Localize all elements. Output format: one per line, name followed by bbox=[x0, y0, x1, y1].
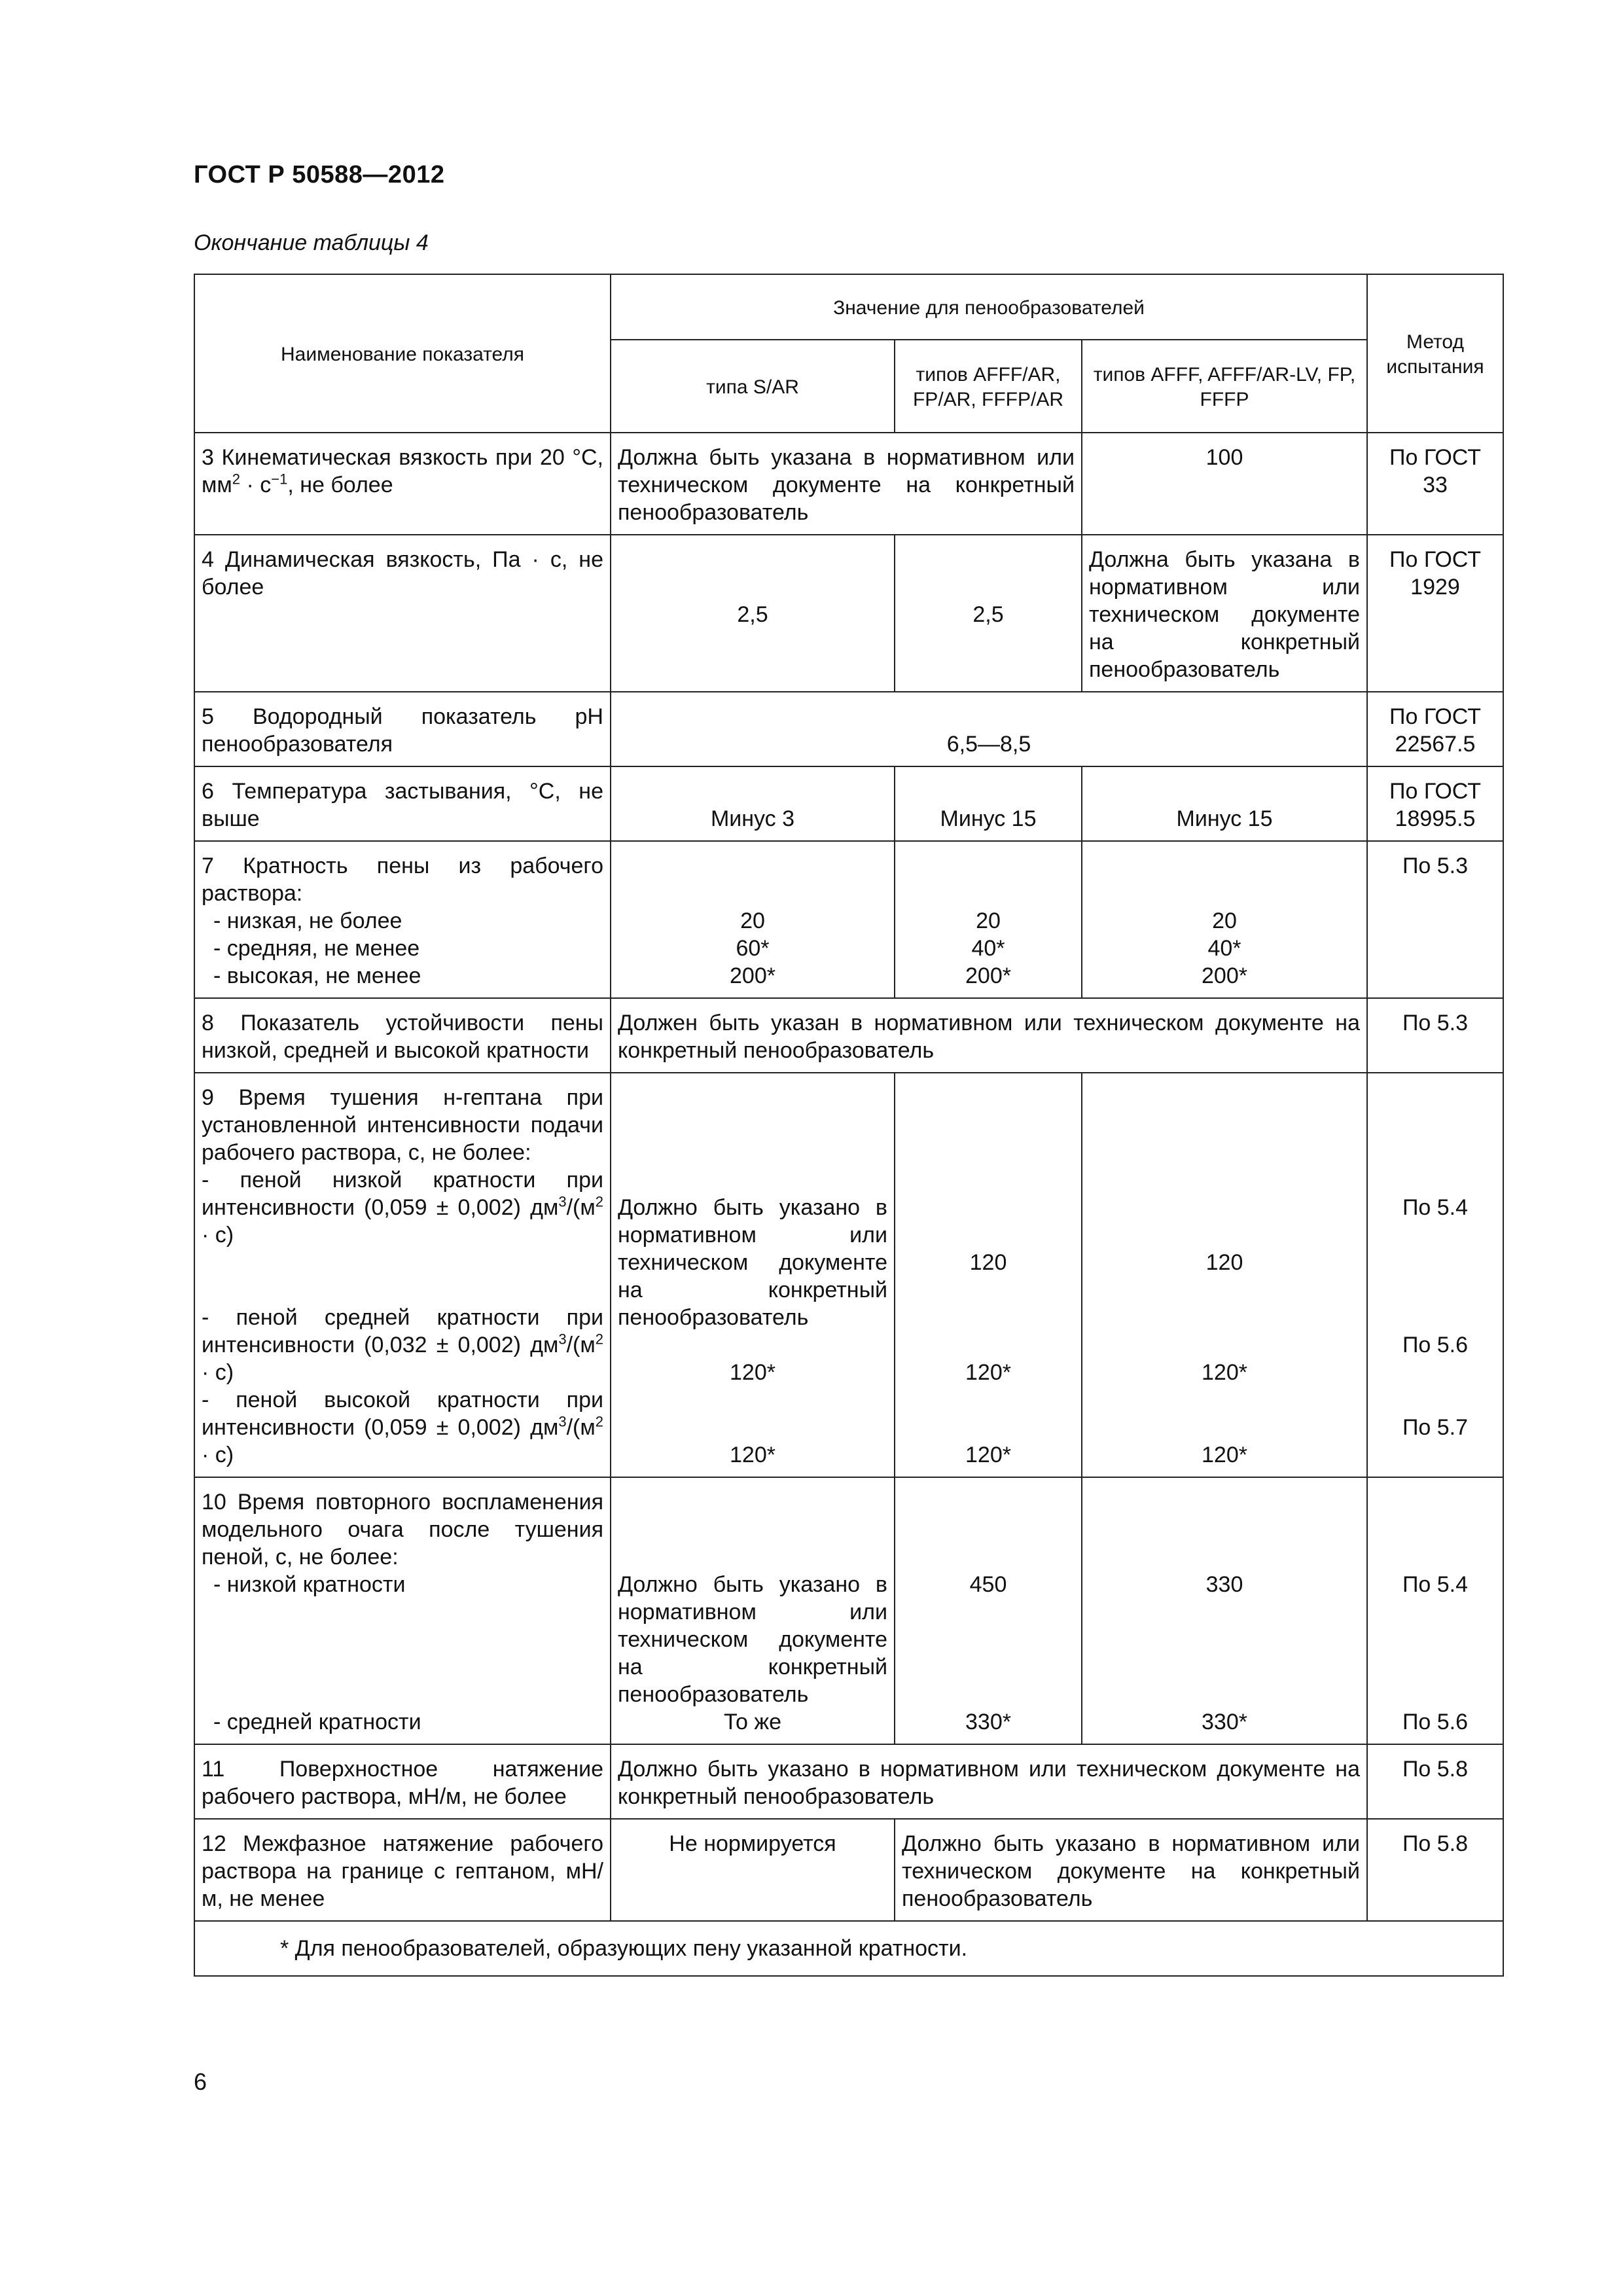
table-row bbox=[194, 692, 1503, 766]
superscript: 3 bbox=[558, 1413, 567, 1430]
cell-value bbox=[1082, 1477, 1367, 1744]
cell-method: По 5.8 bbox=[1367, 1819, 1503, 1921]
table-row bbox=[194, 535, 1503, 692]
cell-line: 20 bbox=[976, 908, 1001, 933]
row-subitem-text: /(м bbox=[566, 1415, 596, 1440]
cell-line: По 5.7 bbox=[1402, 1415, 1469, 1440]
table-row bbox=[194, 433, 1503, 535]
row-name: 11 Поверхностное натяжение рабочего раствора, мН/м, не более bbox=[194, 1744, 611, 1819]
cell-line: 120* bbox=[1202, 1360, 1247, 1385]
row-subitem bbox=[202, 1166, 603, 1304]
row-subitem-text: - пеной высокой кратности при интенсивности (0,059 ± 0,002) дм bbox=[202, 1388, 603, 1440]
row-name-text: , не более bbox=[287, 473, 393, 497]
data-table bbox=[194, 274, 1504, 1977]
cell-line: 120* bbox=[965, 1443, 1011, 1467]
cell-value bbox=[611, 841, 895, 998]
row-name bbox=[194, 1477, 611, 1744]
header-method: Метод испытания bbox=[1367, 274, 1503, 433]
cell-value bbox=[1082, 841, 1367, 998]
cell-line: То же bbox=[723, 1710, 782, 1734]
table-row bbox=[194, 1073, 1503, 1477]
row-name: 5 Водородный показатель pH пенообразователя bbox=[194, 692, 611, 766]
row-subitem-text: /(м bbox=[566, 1333, 596, 1357]
superscript: 3 bbox=[558, 1331, 567, 1348]
cell-value: 6,5—8,5 bbox=[611, 692, 1367, 766]
cell-line: 20 bbox=[1212, 908, 1237, 933]
cell-value: Должен быть указан в нормативном или техническом документе на конкретный пенообразователь bbox=[611, 998, 1367, 1073]
cell-value bbox=[611, 1477, 895, 1744]
cell-value: Должна быть указана в нормативном или техническом документе на конкретный пенообразователь bbox=[1082, 535, 1367, 692]
table-row bbox=[194, 1819, 1503, 1921]
cell-value: 2,5 bbox=[895, 535, 1082, 692]
cell-line: По 5.6 bbox=[1402, 1333, 1469, 1357]
cell-line: 450 bbox=[969, 1572, 1007, 1597]
row-subitem-text: /(м bbox=[566, 1195, 596, 1220]
cell-value: Должна быть указана в нормативном или техническом документе на конкретный пенообразователь bbox=[611, 433, 1082, 535]
superscript: 3 bbox=[558, 1193, 567, 1210]
row-subitem-text: - пеной низкой кратности при интенсивности (0,059 ± 0,002) дм bbox=[202, 1168, 603, 1220]
table-row bbox=[194, 998, 1503, 1073]
cell-line: По 5.4 bbox=[1402, 1195, 1469, 1220]
cell-method: По 5.3 bbox=[1367, 841, 1503, 998]
row-subitem: - высокая, не менее bbox=[213, 963, 421, 988]
cell-method bbox=[1367, 1477, 1503, 1744]
cell-line: 20 bbox=[740, 908, 765, 933]
cell-line: 40* bbox=[971, 936, 1005, 961]
document-header: ГОСТ Р 50588—2012 bbox=[194, 161, 445, 188]
row-name: 6 Температура застывания, °С, не выше bbox=[194, 766, 611, 841]
row-subitem: - низкой кратности bbox=[213, 1572, 406, 1597]
cell-line: 120 bbox=[969, 1250, 1007, 1275]
cell-line: По 5.6 bbox=[1402, 1710, 1469, 1734]
header-row bbox=[194, 274, 1503, 340]
cell-value: 100 bbox=[1082, 433, 1367, 535]
cell-value: Должно быть указано в нормативном или техническом документе на конкретный пенообразователь bbox=[611, 1744, 1367, 1819]
table-row bbox=[194, 766, 1503, 841]
cell-method: По ГОСТ 33 bbox=[1367, 433, 1503, 535]
cell-method: По 5.3 bbox=[1367, 998, 1503, 1073]
cell-line: Должно быть указано в нормативном или техническом документе на конкретный пенообразователь bbox=[618, 1195, 887, 1330]
cell-line: Должно быть указано в нормативном или техническом документе на конкретный пенообразователь bbox=[618, 1572, 887, 1707]
row-name-text: 10 Время повторного воспламенения модельного очага после тушения пеной, с, не более: bbox=[202, 1490, 603, 1570]
header-afff: типов AFFF, AFFF/AR-LV, FP, FFFP bbox=[1082, 340, 1367, 433]
table-row bbox=[194, 1744, 1503, 1819]
cell-method: По ГОСТ 18995.5 bbox=[1367, 766, 1503, 841]
superscript: 2 bbox=[595, 1413, 603, 1430]
superscript: 2 bbox=[232, 471, 240, 488]
cell-line: 120* bbox=[965, 1360, 1011, 1385]
row-subitem: - средняя, не менее bbox=[213, 936, 420, 961]
cell-method: По ГОСТ 22567.5 bbox=[1367, 692, 1503, 766]
row-name-text: · с bbox=[240, 473, 272, 497]
row-name bbox=[194, 841, 611, 998]
row-subitem: - низкая, не более bbox=[213, 908, 402, 933]
header-value-group: Значение для пенообразователей bbox=[611, 274, 1367, 340]
cell-method bbox=[1367, 1073, 1503, 1477]
cell-line: 330 bbox=[1205, 1572, 1243, 1597]
table-row bbox=[194, 1477, 1503, 1744]
row-name-text: 9 Время тушения н-гептана при установленной интенсивности подачи рабочего раствора, с, не более: bbox=[202, 1085, 603, 1165]
cell-line: 120* bbox=[730, 1443, 776, 1467]
row-subitem bbox=[202, 1386, 603, 1469]
footnote: * Для пенообразователей, образующих пену указанной кратности. bbox=[194, 1921, 1503, 1976]
superscript: −1 bbox=[271, 471, 288, 488]
row-name-text: 7 Кратность пены из рабочего раствора: bbox=[202, 853, 603, 906]
header-sar: типа S/AR bbox=[611, 340, 895, 433]
cell-method: По ГОСТ 1929 bbox=[1367, 535, 1503, 692]
row-subitem-text: · с) bbox=[202, 1443, 234, 1467]
cell-line: 200* bbox=[1202, 963, 1247, 988]
cell-line: 120* bbox=[730, 1360, 776, 1385]
cell-line: 330* bbox=[965, 1710, 1011, 1734]
cell-value: Минус 3 bbox=[611, 766, 895, 841]
cell-value: Минус 15 bbox=[895, 766, 1082, 841]
row-subitem: - средней кратности bbox=[213, 1710, 421, 1734]
row-name: 8 Показатель устойчивости пены низкой, средней и высокой кратности bbox=[194, 998, 611, 1073]
page-number: 6 bbox=[194, 2068, 207, 2095]
cell-value: Не нормируется bbox=[611, 1819, 895, 1921]
cell-line: 40* bbox=[1207, 936, 1241, 961]
cell-value: Должно быть указано в нормативном или техническом документе на конкретный пенообразователь bbox=[895, 1819, 1367, 1921]
superscript: 2 bbox=[595, 1331, 603, 1348]
cell-line: 330* bbox=[1202, 1710, 1247, 1734]
cell-value: 2,5 bbox=[611, 535, 895, 692]
row-subitem-text: · с) bbox=[202, 1223, 234, 1247]
cell-line: 200* bbox=[965, 963, 1011, 988]
row-subitem-text: - пеной средней кратности при интенсивности (0,032 ± 0,002) дм bbox=[202, 1305, 603, 1357]
row-name bbox=[194, 1073, 611, 1477]
cell-value bbox=[1082, 1073, 1367, 1477]
cell-value bbox=[895, 1073, 1082, 1477]
row-name: 4 Динамическая вязкость, Па · с, не более bbox=[194, 535, 611, 692]
footnote-row bbox=[194, 1921, 1503, 1976]
header-afff-ar: типов AFFF/AR, FP/AR, FFFP/AR bbox=[895, 340, 1082, 433]
cell-line: 120* bbox=[1202, 1443, 1247, 1467]
cell-line: По 5.4 bbox=[1402, 1572, 1469, 1597]
cell-line: 200* bbox=[730, 963, 776, 988]
cell-value bbox=[895, 1477, 1082, 1744]
superscript: 2 bbox=[595, 1193, 603, 1210]
cell-value: Минус 15 bbox=[1082, 766, 1367, 841]
row-name-text: 3 Кинематическая вязкость при 20 °С, мм bbox=[202, 445, 603, 497]
cell-value bbox=[895, 841, 1082, 998]
cell-line: 60* bbox=[736, 936, 770, 961]
cell-method: По 5.8 bbox=[1367, 1744, 1503, 1819]
row-name: 12 Межфазное натяжение рабочего раствора на границе с гептаном, мН/м, не менее bbox=[194, 1819, 611, 1921]
cell-line: 120 bbox=[1205, 1250, 1243, 1275]
table-row bbox=[194, 841, 1503, 998]
cell-value bbox=[611, 1073, 895, 1477]
table-caption: Окончание таблицы 4 bbox=[194, 230, 429, 255]
header-name: Наименование показателя bbox=[194, 274, 611, 433]
row-subitem-text: · с) bbox=[202, 1360, 234, 1385]
row-subitem bbox=[202, 1304, 603, 1386]
row-name bbox=[194, 433, 611, 535]
